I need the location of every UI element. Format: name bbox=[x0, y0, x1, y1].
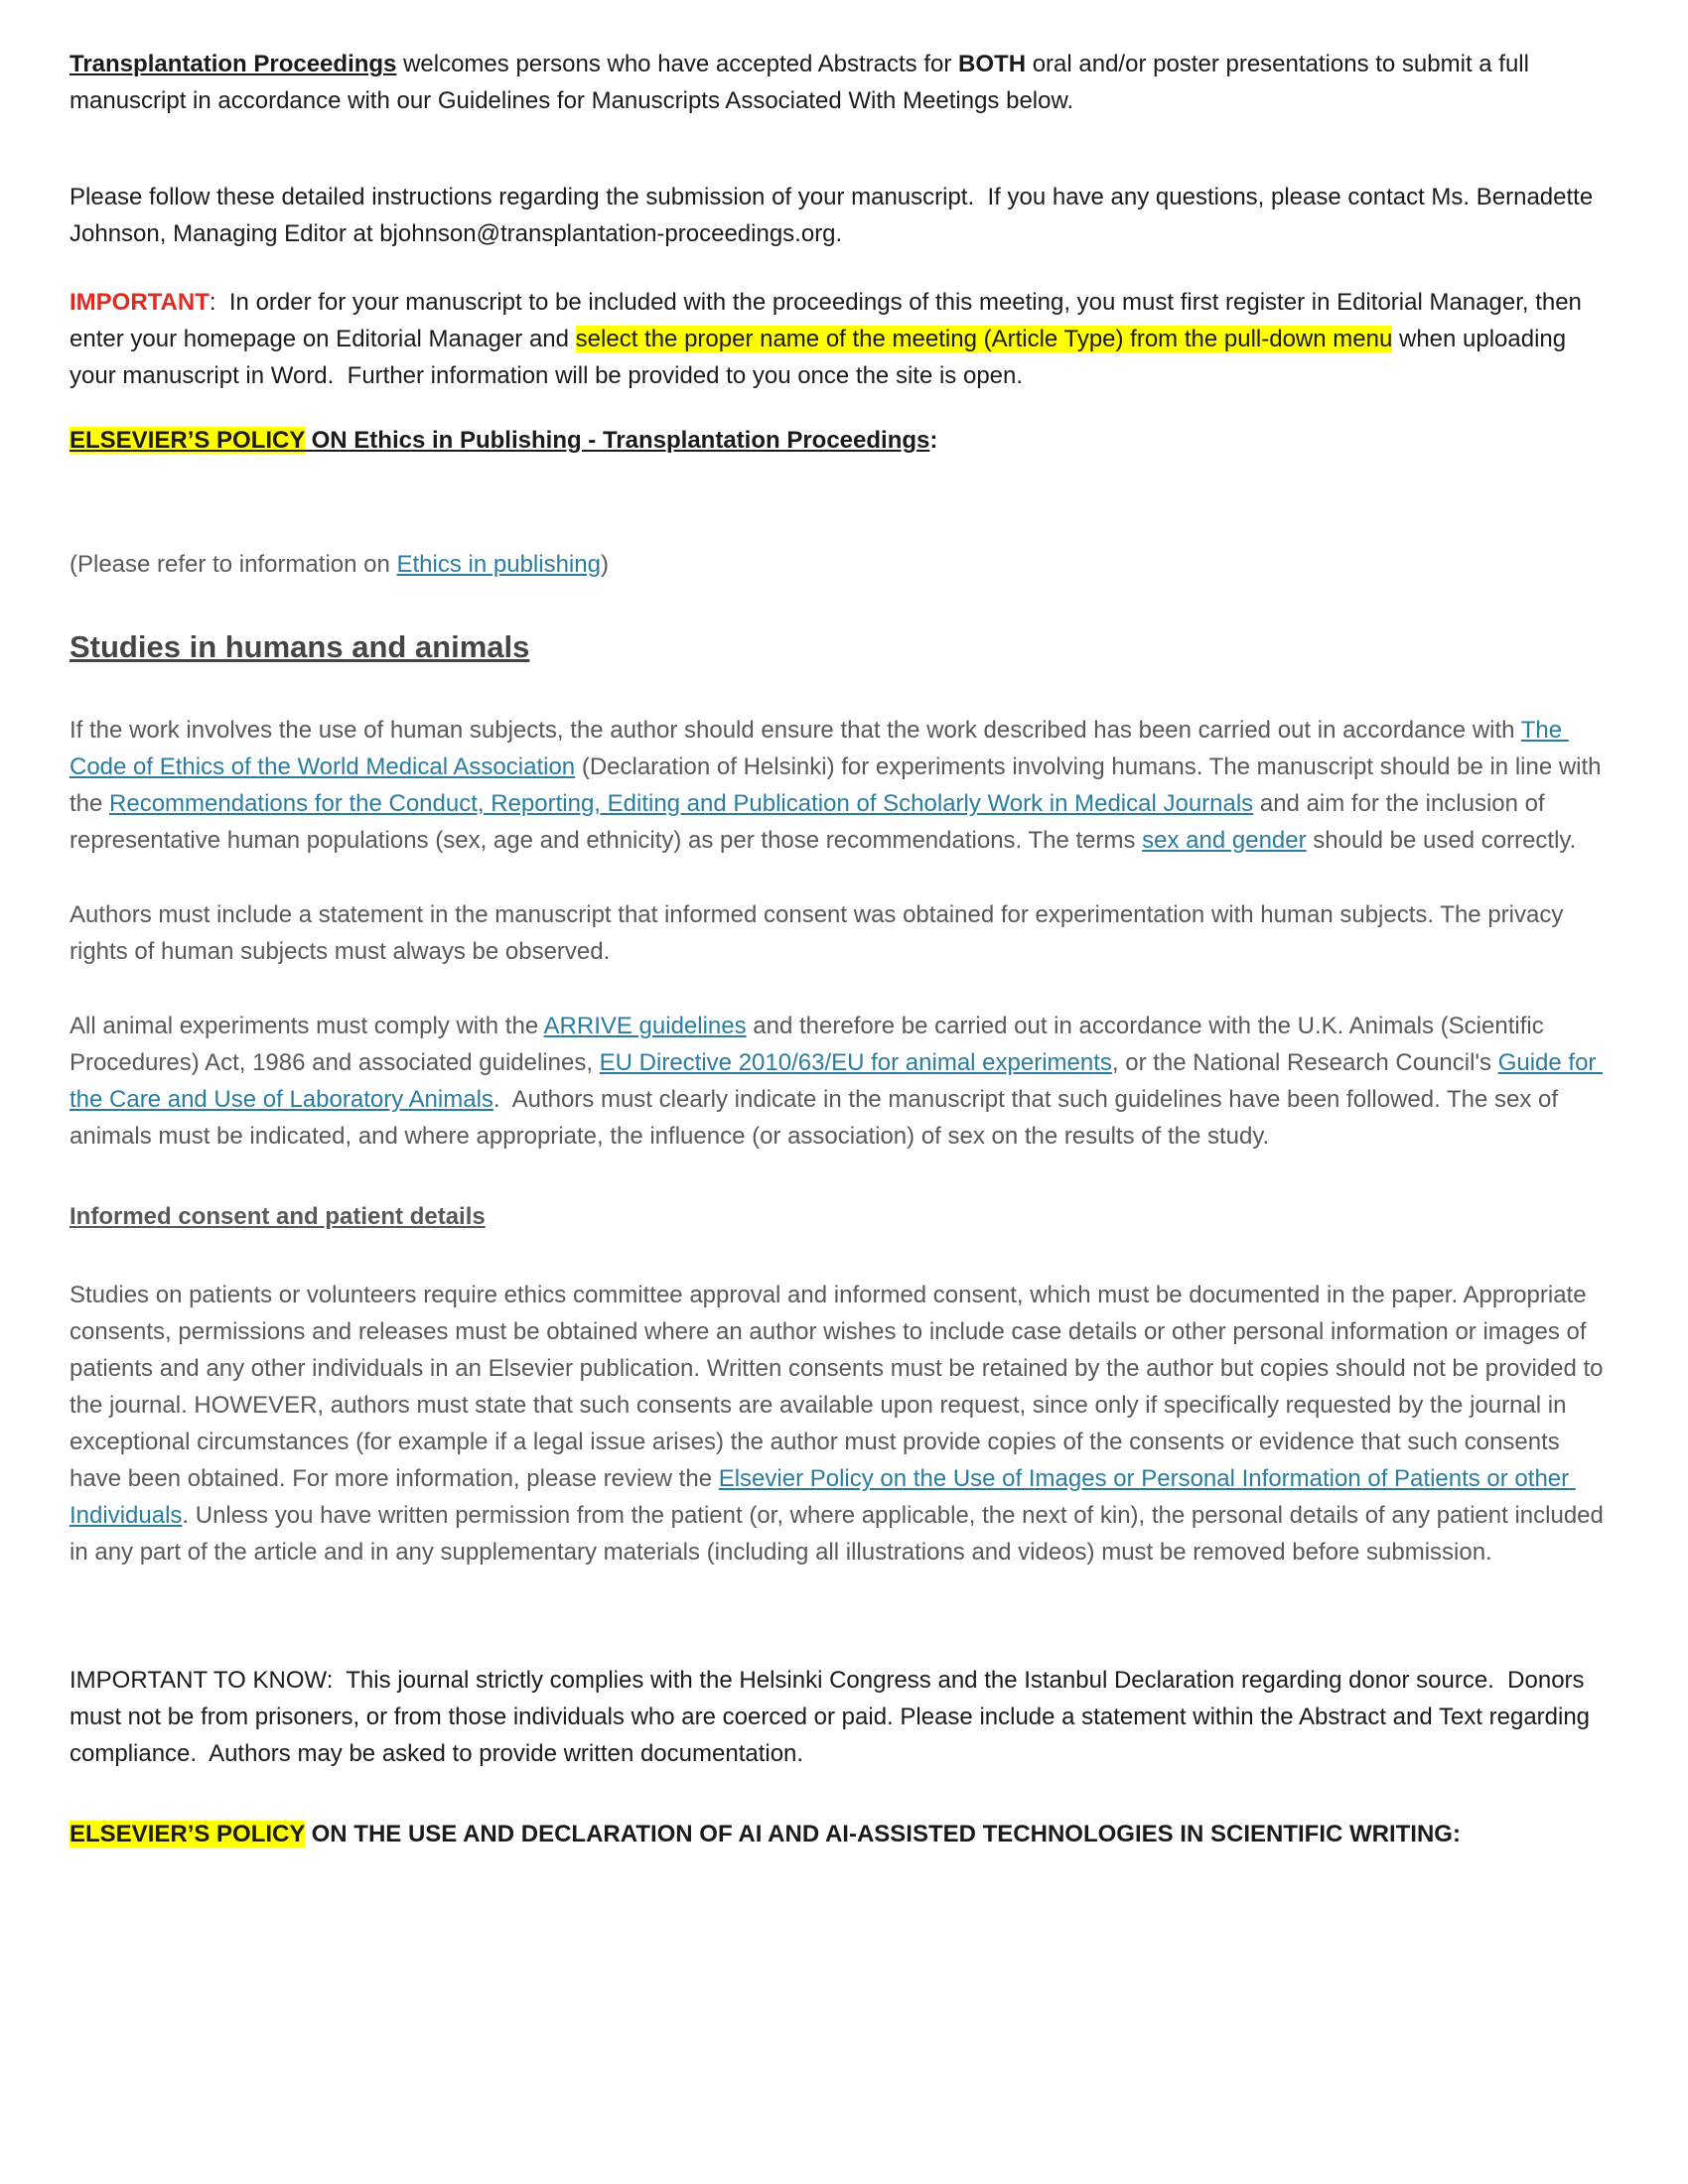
elsevier-images-policy-link[interactable]: Elsevier Policy on the Use of Images or Personal Information of Patients or other Individuals bbox=[70, 1465, 1576, 1529]
instructions-paragraph-run-0: Please follow these detailed instructions regarding the submission of your manuscript. If you have any questions, please contact Ms. Bernadette Johnson, Managing Editor at bjohnson@transplantation-proceedings.org. bbox=[70, 184, 1600, 247]
informed-consent-details-heading-run-0: Informed consent and patient details bbox=[70, 1203, 486, 1230]
important-registration-paragraph-run-1: : In order for your manuscript to be included with the proceedings of this meeting, you must first register in Editorial Manager, then enter your homepage on Editorial Manager and bbox=[70, 289, 1589, 352]
important-registration-paragraph-run-3: when uploading your manuscript in Word. Further information will be provided to you once the site is open. bbox=[70, 326, 1573, 389]
ethics-policy-heading-run-0: ELSEVIER’S POLICY bbox=[70, 427, 305, 454]
important-to-know-paragraph-run-0: IMPORTANT TO KNOW: This journal strictly complies with the Helsinki Congress and the Istanbul Declaration regarding donor source. Donors must not be from prisoners, or from those individuals who are coerced or paid. Please include a statement within the Abstract and Text regarding compliance. Authors may be asked to provide written documentation. bbox=[70, 1667, 1597, 1767]
informed-consent-details-heading bbox=[70, 1198, 1604, 1235]
ethics-policy-heading-run-1: ON Ethics in Publishing - Transplantation Proceedings bbox=[304, 427, 930, 454]
icmje-recommendations-link[interactable]: Recommendations for the Conduct, Reporting, Editing and Publication of Scholarly Work in Medical Journals bbox=[109, 790, 1254, 817]
instructions-paragraph bbox=[70, 179, 1604, 252]
human-subjects-paragraph-run-2: (Declaration of Helsinki) for experiments involving humans. The manuscript should be in line with the bbox=[70, 753, 1609, 817]
animal-experiments-paragraph-run-2: and therefore be carried out in accordance with the U.K. Animals (Scientific Procedures) Act, 1986 and associated guidelines, bbox=[70, 1013, 1551, 1076]
intro-paragraph-run-0: Transplantation Proceedings bbox=[70, 51, 397, 77]
informed-consent-statement-paragraph bbox=[70, 896, 1604, 970]
important-registration-paragraph-run-2: select the proper name of the meeting (Article Type) from the pull-down menu bbox=[575, 326, 1393, 352]
intro-paragraph-run-3: oral and/or poster presentations to submit a full manuscript in accordance with our Guidelines for Manuscripts Associated With Meetings below. bbox=[70, 51, 1536, 114]
human-subjects-paragraph bbox=[70, 712, 1609, 859]
human-subjects-paragraph-run-4: and aim for the inclusion of representative human populations (sex, age and ethnicity) as per those recommendations. The terms bbox=[70, 790, 1552, 854]
human-subjects-paragraph-run-6: should be used correctly. bbox=[1306, 827, 1577, 854]
informed-consent-statement-paragraph-run-0: Authors must include a statement in the manuscript that informed consent was obtained for experimentation with human subjects. The privacy rights of human subjects must always be observed. bbox=[70, 901, 1571, 965]
intro-paragraph bbox=[70, 46, 1604, 119]
human-subjects-paragraph-run-0: If the work involves the use of human subjects, the author should ensure that the work described has been carried out in accordance with bbox=[70, 717, 1521, 744]
important-registration-paragraph-run-0: IMPORTANT bbox=[70, 289, 210, 316]
studies-humans-animals-heading bbox=[70, 626, 1604, 668]
ai-policy-heading bbox=[70, 1816, 1604, 1852]
ethics-policy-heading-run-2: : bbox=[929, 427, 938, 454]
code-of-ethics-wma-link[interactable]: The Code of Ethics of the World Medical Association bbox=[70, 717, 1569, 780]
eu-directive-link[interactable]: EU Directive 2010/63/EU for animal experiments bbox=[599, 1049, 1112, 1076]
important-to-know-paragraph bbox=[70, 1662, 1604, 1772]
studies-humans-animals-heading-run-0: Studies in humans and animals bbox=[70, 629, 530, 664]
ethics-refer-note-run-0: (Please refer to information on bbox=[70, 551, 397, 578]
ethics-refer-note-run-2: ) bbox=[600, 551, 609, 578]
patient-consent-paragraph-run-0: Studies on patients or volunteers require ethics committee approval and informed consent, which must be documented in the paper. Appropriate consents, permissions and releases must be obtained where an author wishes to include case details or other personal information or images of patients and any other individuals in an Elsevier publication. Written consents must be retained by the author but copies should not be provided to the journal. HOWEVER, authors must state that such consents are available upon request, since only if specifically requested by the journal in exceptional circumstances (for example if a legal issue arises) the author must provide copies of the consents or evidence that such consents have been obtained. For more information, please review the bbox=[70, 1282, 1611, 1492]
ethics-in-publishing-link[interactable]: Ethics in publishing bbox=[396, 551, 601, 578]
patient-consent-paragraph bbox=[70, 1277, 1611, 1570]
intro-paragraph-run-1: welcomes persons who have accepted Abstracts for bbox=[396, 51, 959, 77]
intro-paragraph-run-2: BOTH bbox=[958, 51, 1027, 77]
ethics-refer-note bbox=[70, 546, 1604, 583]
animal-experiments-paragraph-run-6: . Authors must clearly indicate in the manuscript that such guidelines have been followed. The sex of animals must be indicated, and where appropriate, the influence (or association) of sex on the results of the study. bbox=[70, 1086, 1565, 1150]
animal-experiments-paragraph-run-4: , or the National Research Council's bbox=[1111, 1049, 1498, 1076]
arrive-guidelines-link[interactable]: ARRIVE guidelines bbox=[543, 1013, 747, 1039]
ai-policy-heading-run-1: ON THE USE AND DECLARATION OF AI AND AI-ASSISTED TECHNOLOGIES IN SCIENTIFIC WRITING: bbox=[304, 1821, 1461, 1847]
document-body bbox=[70, 46, 1611, 1852]
ai-policy-heading-run-0: ELSEVIER’S POLICY bbox=[70, 1821, 305, 1847]
animal-experiments-paragraph-run-0: All animal experiments must comply with the bbox=[70, 1013, 544, 1039]
sex-and-gender-link[interactable]: sex and gender bbox=[1142, 827, 1307, 854]
animal-experiments-paragraph bbox=[70, 1008, 1604, 1155]
nrc-guide-link[interactable]: Guide for the Care and Use of Laboratory Animals bbox=[70, 1049, 1604, 1113]
ethics-policy-heading bbox=[70, 422, 1604, 459]
important-registration-paragraph bbox=[70, 284, 1604, 394]
patient-consent-paragraph-run-2: . Unless you have written permission from the patient (or, where applicable, the next of kin), the personal details of any patient included in any part of the article and in any supplementary materials (including all illustrations and videos) must be removed before submission. bbox=[70, 1502, 1611, 1566]
